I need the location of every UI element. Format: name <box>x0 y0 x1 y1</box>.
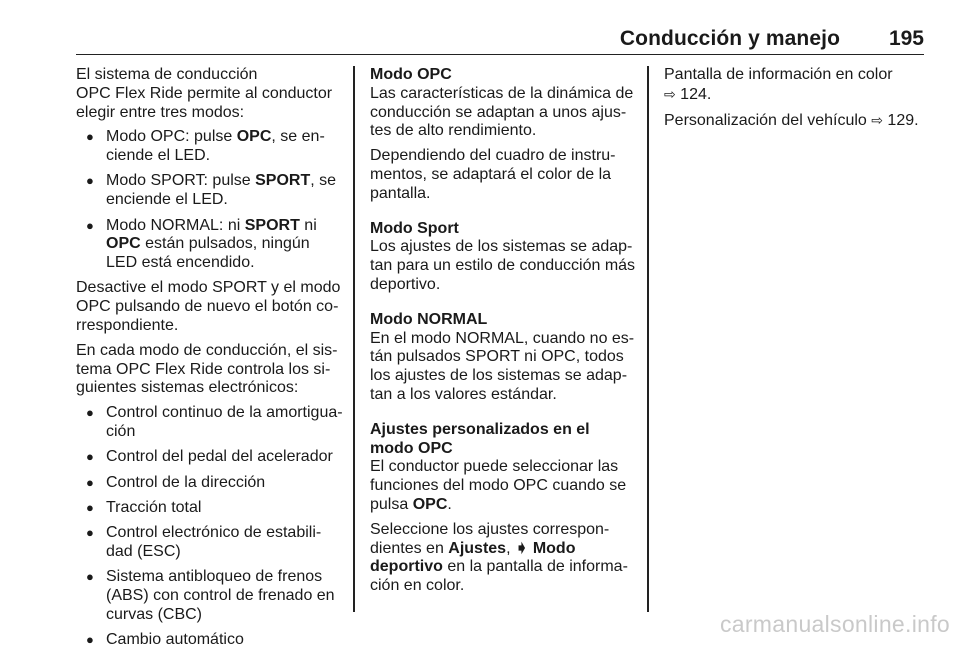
list-item: ● Cambio automático <box>76 631 344 650</box>
sport-section <box>370 220 636 295</box>
modes-list <box>76 128 344 273</box>
page-number: 195 <box>888 27 924 50</box>
page-reference-icon: ⇨ <box>871 111 883 128</box>
section-text: Los ajustes de los sistemas se adap-tan para un estilo de conducción más deportivo. <box>370 238 636 293</box>
intro-line: OPC Flex Ride permite al conductor <box>76 84 333 102</box>
page-header <box>76 24 924 55</box>
list-item: ● Control electrónico de estabili-dad (ESC) <box>76 524 344 562</box>
section-heading: Modo NORMAL <box>370 310 488 328</box>
arrow-icon: ➧ <box>514 539 529 557</box>
watermark: carmanualsonline.info <box>719 611 950 637</box>
opc-display-paragraph: Dependiendo del cuadro de instru-mentos, se adaptará el color de la pantalla. <box>370 147 616 202</box>
section-heading: Ajustes personalizados en el modo OPC <box>370 420 590 457</box>
cross-reference: Personalización del vehículo ⇨ 129. <box>664 111 919 129</box>
intro-line: El sistema de conducción <box>76 66 258 83</box>
list-item: ● Modo NORMAL: ni SPORT ni OPC están pulsados, ningún LED está encendido. <box>76 217 344 273</box>
column-divider-1 <box>353 66 355 612</box>
section-heading: Modo Sport <box>370 219 459 237</box>
normal-section <box>370 311 636 405</box>
section-text: Las características de la dinámica de conducción se adaptan a unos ajus-tes de alto rendimiento. <box>370 84 634 140</box>
systems-intro-paragraph: En cada modo de conducción, el sis-tema OPC Flex Ride controla los si-guientes sistemas electrónicos: <box>76 341 338 397</box>
section-heading: Modo OPC <box>370 66 452 83</box>
deactivate-paragraph: Desactive el modo SPORT y el modo OPC pulsando de nuevo el botón co-rrespondiente. <box>76 279 341 335</box>
list-item: ● Modo OPC: pulse OPC, se en-ciende el LED. <box>76 128 344 166</box>
list-item: ● Tracción total <box>76 499 344 518</box>
cross-reference: Pantalla de información en color ⇨ 124. <box>664 66 893 103</box>
opc-section <box>370 66 636 141</box>
custom-section: Ajustes personalizados en el modo OPC El conductor puede seleccionar las funciones del modo OPC cuando se pulsa OPC. <box>370 421 636 515</box>
select-paragraph: Seleccione los ajustes correspon-dientes en Ajustes, ➧ Modo deportivo en la pantalla de informa-ción en color. <box>370 520 628 595</box>
list-item: ● Modo SPORT: pulse SPORT, se enciende el LED. <box>76 172 344 210</box>
column-1 <box>76 66 344 657</box>
list-item: ● Control continuo de la amortigua-ción <box>76 404 344 442</box>
list-item: ● Sistema antibloqueo de frenos (ABS) con control de frenado en curvas (CBC) <box>76 568 344 624</box>
column-2 <box>370 66 636 602</box>
section-text: En el modo NORMAL, cuando no es-tán pulsados SPORT ni OPC, todos los ajustes de los sistemas se adap-tan a los valores estándar. <box>370 329 635 403</box>
column-3 <box>664 66 926 136</box>
intro-paragraph <box>76 66 344 122</box>
systems-list <box>76 404 344 650</box>
page-reference-icon: ⇨ <box>664 85 676 102</box>
column-divider-2 <box>647 66 649 612</box>
list-item: ● Control de la dirección <box>76 474 344 493</box>
list-item: ● Control del pedal del acelerador <box>76 448 344 467</box>
intro-line: elegir entre tres modos: <box>76 103 245 121</box>
page-title: Conducción y manejo <box>619 27 840 50</box>
